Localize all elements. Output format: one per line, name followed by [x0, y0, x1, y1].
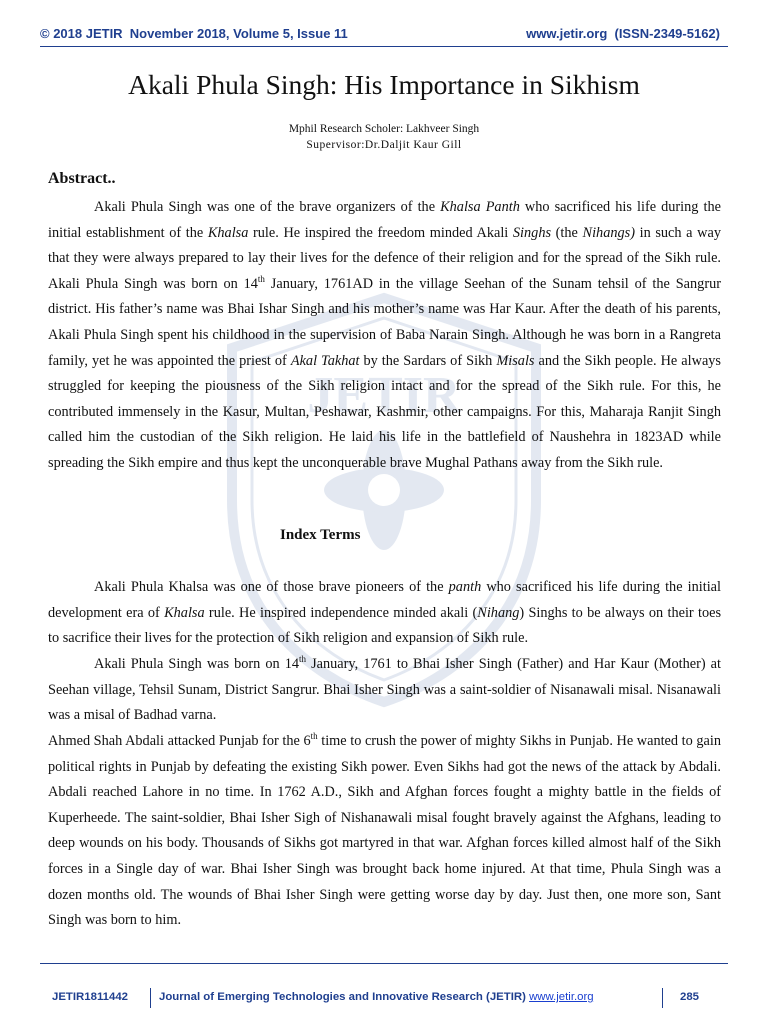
- text-run: who sacrificed his life during the initial development era of: [48, 579, 721, 621]
- journal-name: Journal of Emerging Technologies and Innovative Research (JETIR): [159, 991, 530, 1003]
- header-rule: [40, 46, 728, 47]
- text-run: in such a way that they were always prepared to lay their lives for the defence of their religion and for the spread of the Sikh rule. Akali Phula Singh was born on 14: [48, 224, 721, 292]
- index-terms-heading: Index Terms: [280, 527, 361, 543]
- watermark-text: JETIR: [307, 367, 461, 424]
- paper-title: Akali Phula Singh: His Importance in Sikhism: [128, 69, 640, 100]
- supervisor-line: Supervisor:Dr.Daljit Kaur Gill: [306, 139, 462, 151]
- text-run: rule. He inspired the freedom minded Akali: [248, 224, 513, 241]
- italic-term: Nihangs): [582, 224, 635, 241]
- italic-term: Nihang: [477, 604, 520, 621]
- ordinal-superscript: th: [310, 731, 318, 742]
- italic-term: Misals: [496, 352, 535, 369]
- text-run: time to crush the power of mighty Sikhs in Punjab. He wanted to gain political rights in Punjab by defeating the existing Sikh power. Even Sikhs had got the news of the attack by Abdali. Abdali reached Lahore in no time. In 1762 A.D., Sikh and Afghan forces fought a mighty battle in the fields of Kuperheede. The saint-soldier, Bhai Isher Sigh of Nishanawali misal fought bravely against the Afghans, leading to deep wounds on his body. Thousands of Sikhs got martyred in that war. Afghan forces killed almost half of the Sikh forces in a Single day of war. Bhai Isher Singh was brought back home injured. At that time, Phula Singh was a dozen months old. The wounds of Bhai Isher Singh were getting worse day by day. Just then, one more son, Sant Singh was born to him.: [48, 733, 721, 929]
- italic-term: Khalsa: [207, 224, 249, 241]
- italic-term: Akal Takhat: [290, 352, 360, 369]
- footer-journal: [159, 991, 594, 1003]
- italic-term: panth: [448, 579, 482, 595]
- article-id: JETIR1811442: [52, 991, 128, 1003]
- journal-website-link[interactable]: www.jetir.org: [529, 991, 594, 1003]
- text-run: by the Sardars of Sikh: [359, 352, 497, 369]
- text-run: January, 1761AD in the village Seehan of the Sunam tehsil of the Sangrur district. His father’s name was Bhai Ishar Singh and his mother’s name was Har Kaur. After the death of his parents, Akali Phula Singh spent his childhood in the supervision of Baba Narain Singh. Although he was born in a Rangreta family, yet he was appointed the priest of: [48, 275, 721, 369]
- page-footer: [52, 991, 717, 1009]
- ordinal-superscript: th: [257, 274, 265, 285]
- text-run: ) Singhs to be always on their toes to sacrifice their lives for the protection of Sikh religion and expansion of Sikh rule.: [48, 604, 722, 647]
- text-run: January, 1761 to Bhai Isher Singh (Father) and Har Kaur (Mother) at Seehan village, Tehsil Sunam, District Sangrur. Bhai Isher Singh was a saint-soldier of Nisanawali misal. Nisanawali was a misal of Badhad varna.: [48, 656, 721, 724]
- body-paragraph: [48, 729, 721, 934]
- ordinal-superscript: th: [299, 654, 307, 665]
- journal-issue-text: © 2018 JETIR November 2018, Volume 5, Issue 11: [40, 26, 348, 41]
- text-run: who sacrificed his life during the initial establishment of the: [48, 199, 721, 241]
- footer-divider: [662, 988, 663, 1008]
- italic-term: Khalsa: [164, 604, 205, 621]
- text-run: and the Sikh people. He always struggled for keeping the piousness of the Sikh religion intact and for the spread of the Sikh rule. For this, he contributed immensely in the Kasur, Multan, Peshawar, Kashmir, other campaigns. For this, Maharaja Ranjit Singh called him the custodian of the Sikh religion. He laid his life in the battlefield of Naushehra in 1823AD while spreading the Sikh empire and thus kept the unconquerable brave Mughal Pathans away from the Sikh rule.: [48, 352, 721, 471]
- text-run: Akali Phula Singh was one of the brave organizers of the: [94, 199, 441, 215]
- author-line: Mphil Research Scholer: Lakhveer Singh: [288, 123, 480, 135]
- text-run: Akali Phula Singh was born on 14: [94, 656, 300, 672]
- journal-website-issn: www.jetir.org (ISSN-2349-5162): [526, 26, 720, 41]
- abstract-heading: Abstract..: [48, 170, 116, 187]
- text-run: (the: [551, 224, 583, 241]
- text-run: Ahmed Shah Abdali attacked Punjab for the 6: [48, 733, 311, 749]
- italic-term: Singhs: [512, 224, 552, 241]
- running-header: [40, 26, 720, 44]
- footer-divider: [150, 988, 151, 1008]
- abstract-paragraph: [48, 195, 721, 477]
- italic-term: Khalsa Panth: [440, 199, 520, 215]
- text-run: Akali Phula Khalsa was one of those brave pioneers of the: [94, 579, 449, 595]
- text-run: rule. He inspired independence minded akali (: [204, 604, 478, 621]
- body-paragraph: [48, 575, 721, 652]
- body-paragraph: [48, 652, 721, 729]
- footer-rule: [40, 963, 728, 964]
- page-number: 285: [680, 991, 700, 1003]
